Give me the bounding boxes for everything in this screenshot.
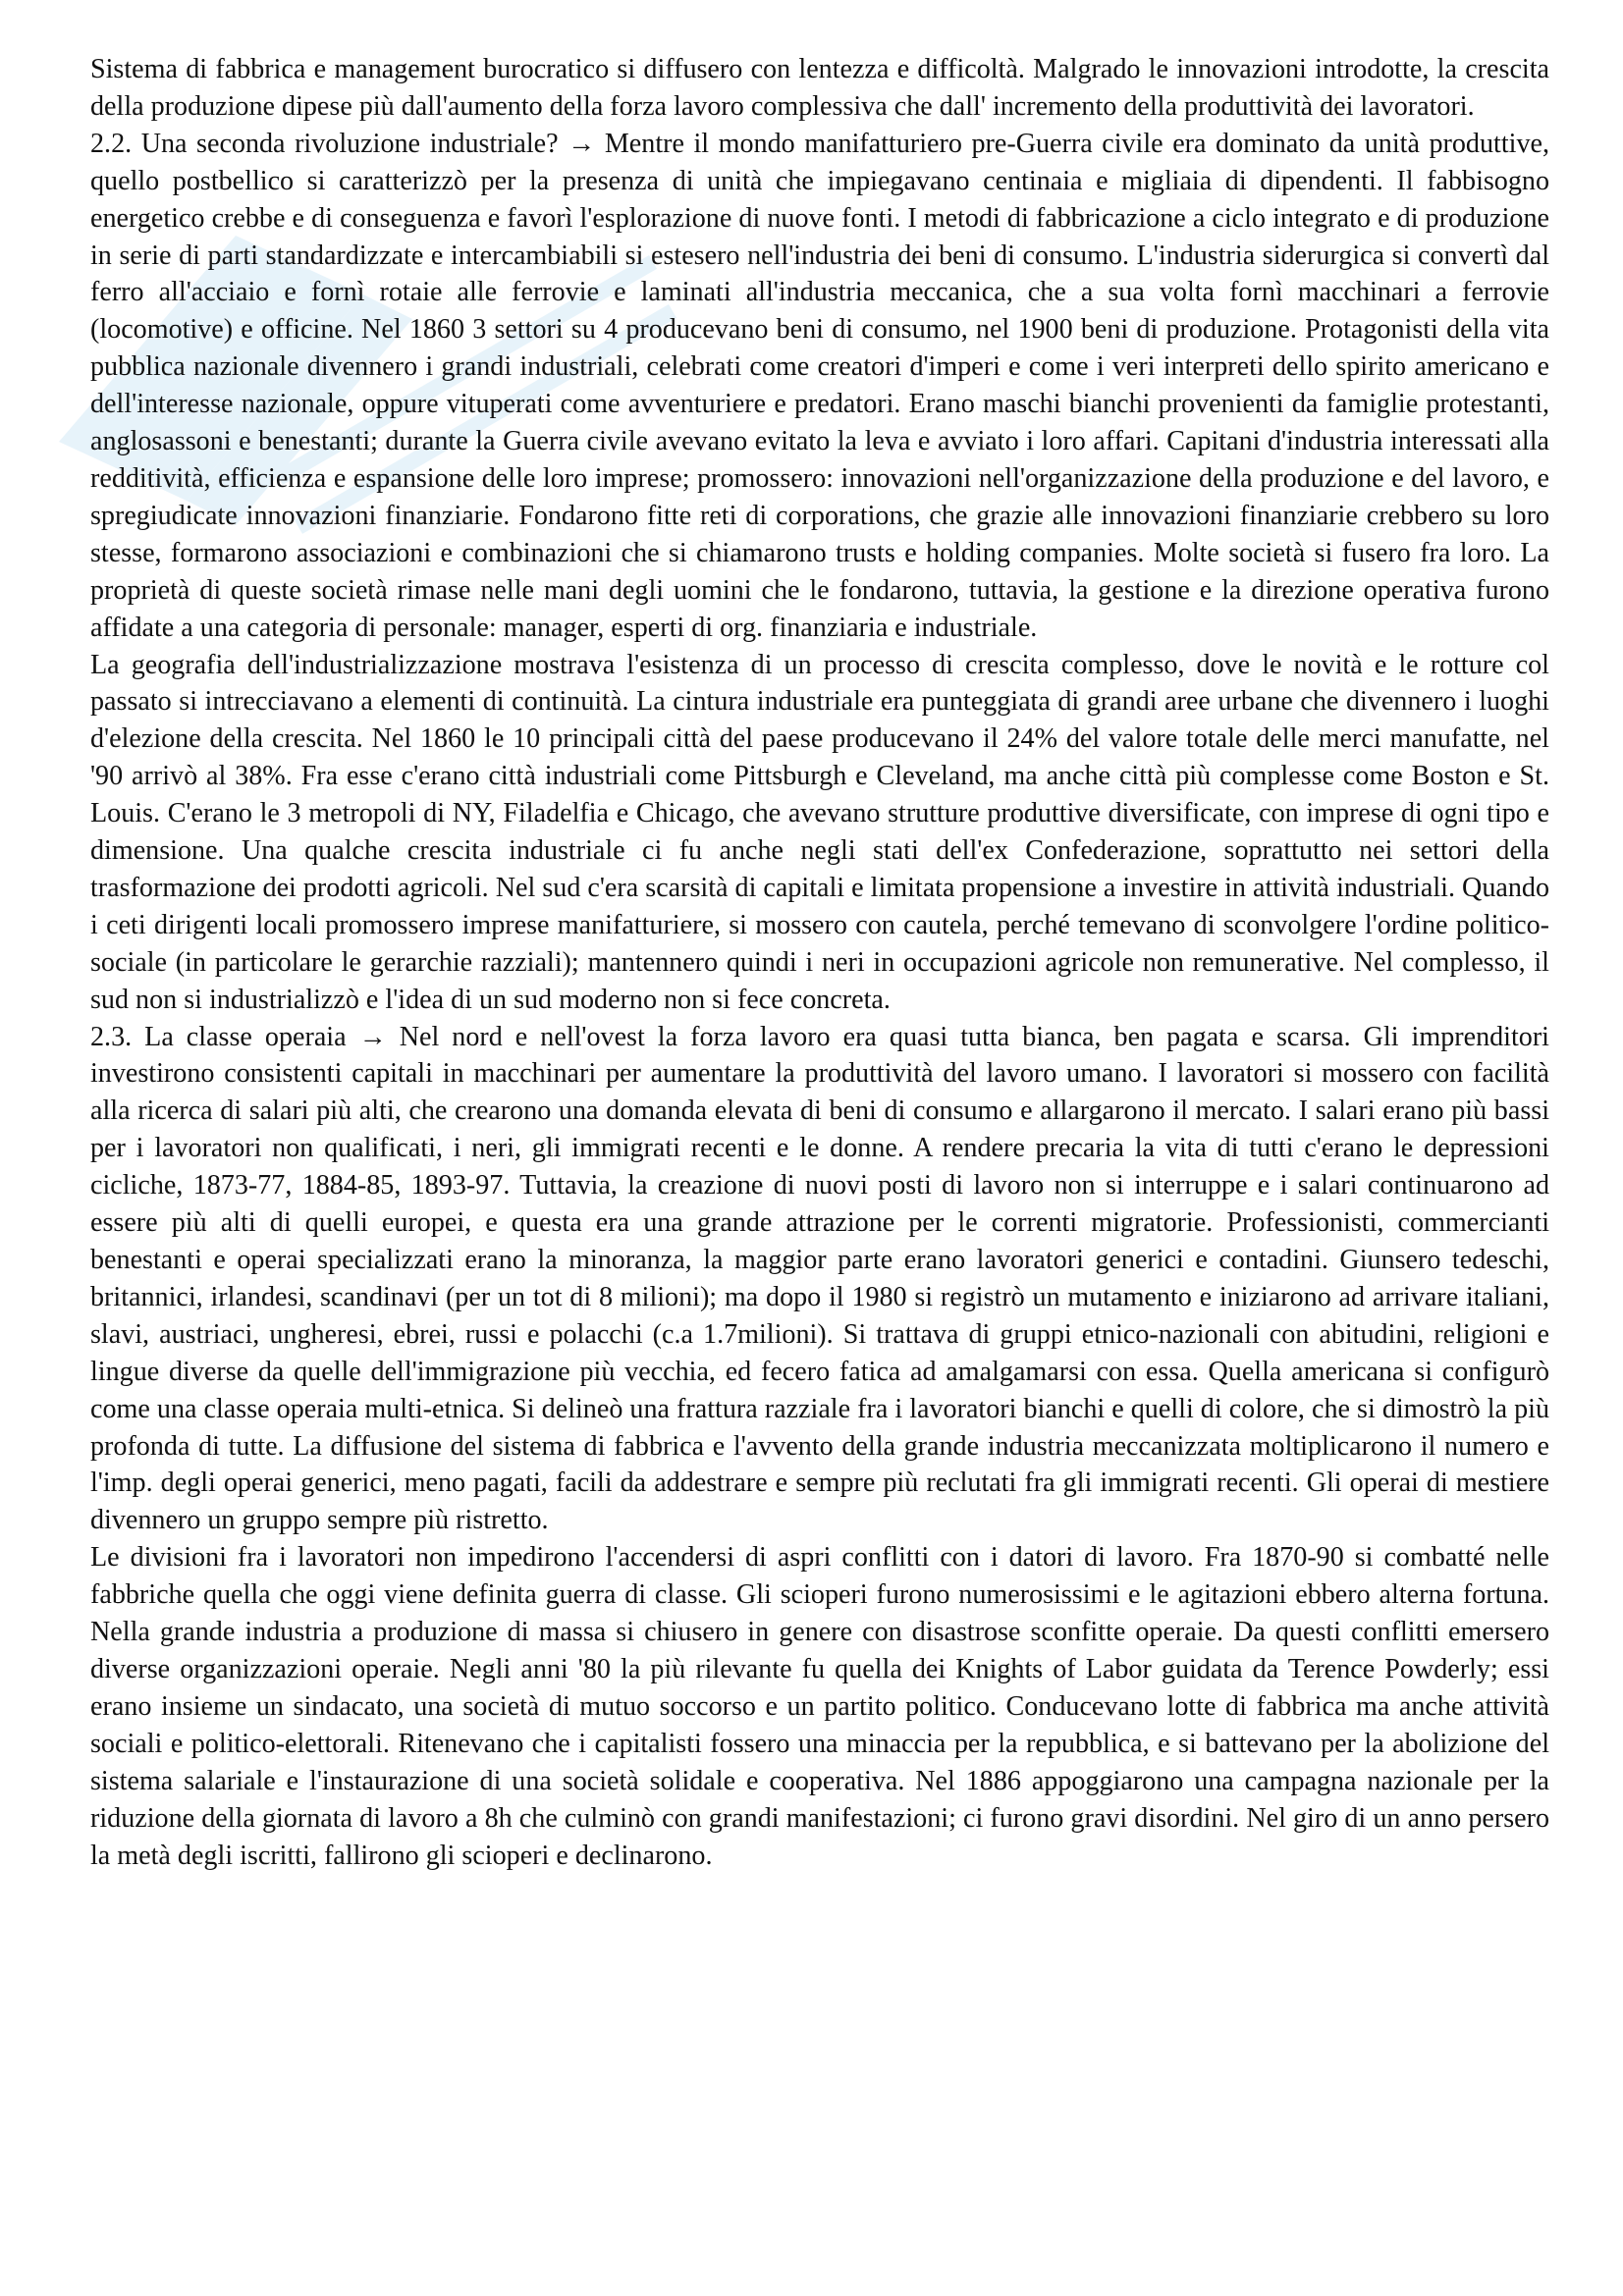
paragraph: La geografia dell'industrializzazione mostrava l'esistenza di un processo di crescita complesso, dove le novità e le rotture col passato si intrecciavano a elementi di continuità. La cintura industriale era punteggiata di grandi aree urbane che divennero i luoghi d'elezione della crescita. Nel 1860 le 10 principali città del paese producevano il 24% del valore totale delle merci manufatte, nel '90 arrivò al 38%. Fra esse c'erano città industriali come Pittsburgh e Cleveland, ma anche città più complesse come Boston e St. Louis. C'erano le 3 metropoli di NY, Filadelfia e Chicago, che avevano strutture produttive diversificate, con imprese di ogni tipo e dimensione. Una qualche crescita industriale ci fu anche negli stati dell'ex Confederazione, soprattutto nei settori della trasformazione dei prodotti agricoli. Nel sud c'era scarsità di capitali e limitata propensione a investire in attività industriali. Quando i ceti dirigenti locali promossero imprese manifatturiere, si mossero con cautela, perché temevano di sconvolgere l'ordine politico-sociale (in particolare le gerarchie razziali); mantennero quindi i neri in occupazioni agricole non remunerative. Nel complesso, il sud non si industrializzò e l'idea di un sud moderno non si fece concreta. (90, 649, 1549, 1015)
paragraph: 2.2. Una seconda rivoluzione industriale? → Mentre il mondo manifatturiero pre-Guerra civile era dominato da unità produttive, quello postbellico si caratterizzò per la presenza di unità che impiegavano centinaia e migliaia di dipendenti. Il fabbisogno energetico crebbe e di conseguenza e favorì l'esplorazione di nuove fonti. I metodi di fabbricazione a ciclo integrato e di produzione in serie di parti standardizzate e intercambiabili si estesero nell'industria dei beni di consumo. L'industria siderurgica si convertì dal ferro all'acciaio e fornì rotaie alle ferrovie e laminati all'industria meccanica, che a sua volta fornì macchinari a ferrovie (locomotive) e officine. Nel 1860 3 settori su 4 producevano beni di consumo, nel 1900 beni di produzione. Protagonisti della vita pubblica nazionale divennero i grandi industriali, celebrati come creatori d'imperi e come i veri interpreti dello spirito americano e dell'interesse nazionale, oppure vituperati come avventuriere e predatori. Erano maschi bianchi provenienti da famiglie protestanti, anglosassoni e benestanti; durante la Guerra civile avevano evitato la leva e avviato i loro affari. Capitani d'industria interessati alla redditività, efficienza e espansione delle loro imprese; promossero: innovazioni nell'organizzazione della produzione e del lavoro, e spregiudicate innovazioni finanziarie. Fondarono fitte reti di corporations, che grazie alle innovazioni finanziarie crebbero su loro stesse, formarono associazioni e combinazioni che si chiamarono trusts e holding companies. Molte società si fusero fra loro. La proprietà di queste società rimase nelle mani degli uomini che le fondarono, tuttavia, la gestione e la direzione operativa furono affidate a una categoria di personale: manager, esperti di org. finanziaria e industriale. (90, 128, 1549, 643)
paragraph: Le divisioni fra i lavoratori non impedirono l'accendersi di aspri conflitti con i datori di lavoro. Fra 1870-90 si combatté nelle fabbriche quella che oggi viene definita guerra di classe. Gli scioperi furono numerosissimi e le agitazioni ebbero alterna fortuna. Nella grande industria a produzione di massa si chiusero in genere con disastrose sconfitte operaie. Da questi conflitti emersero diverse organizzazioni operaie. Negli anni '80 la più rilevante fu quella dei Knights of Labor guidata da Terence Powderly; essi erano insieme un sindacato, una società di mutuo soccorso e un partito politico. Conducevano lotte di fabbrica ma anche attività sociali e politico-elettorali. Ritenevano che i capitalisti fossero una minaccia per la repubblica, e si battevano per la abolizione del sistema salariale e l'instaurazione di una società solidale e cooperativa. Nel 1886 appoggiarono una campagna nazionale per la riduzione della giornata di lavoro a 8h che culminò con grandi manifestazioni; ci furono gravi disordini. Nel giro di un anno persero la metà degli iscritti, fallirono gli scioperi e declinarono. (90, 1542, 1549, 1871)
document-body (90, 51, 1549, 1874)
paragraph: 2.3. La classe operaia → Nel nord e nell'ovest la forza lavoro era quasi tutta bianca, ben pagata e scarsa. Gli imprenditori investirono consistenti capitali in macchinari per aumentare la produttività del lavoro umano. I lavoratori si mossero con facilità alla ricerca di salari più alti, che crearono una domanda elevata di beni di consumo e allargarono il mercato. I salari erano più bassi per i lavoratori non qualificati, i neri, gli immigrati recenti e le donne. A rendere precaria la vita di tutti c'erano le depressioni cicliche, 1873-77, 1884-85, 1893-97. Tuttavia, la creazione di nuovi posti di lavoro non si interruppe e i salari continuarono ad essere più alti di quelli europei, e questa era una grande attrazione per le correnti migratorie. Professionisti, commercianti benestanti e operai specializzati erano la minoranza, la maggior parte erano lavoratori generici e contadini. Giunsero tedeschi, britannici, irlandesi, scandinavi (per un tot di 8 milioni); ma dopo il 1980 si registrò un mutamento e iniziarono ad arrivare italiani, slavi, austriaci, ungheresi, ebrei, russi e polacchi (c.a 1.7milioni). Si trattava di gruppi etnico-nazionali con abitudini, religioni e lingue diverse da quelle dell'immigrazione più vecchia, ed fecero fatica ad amalgamarsi con essa. Quella americana si configurò come una classe operaia multi-etnica. Si delineò una frattura razziale fra i lavoratori bianchi e quelli di colore, che si dimostrò la più profonda di tutte. La diffusione del sistema di fabbrica e l'avvento della grande industria meccanizzata moltiplicarono il numero e l'imp. degli operai generici, meno pagati, facili da addestrare e sempre più reclutati fra gli immigrati recenti. Gli operai di mestiere divennero un gruppo sempre più ristretto. (90, 1021, 1549, 1536)
paragraph: Sistema di fabbrica e management burocratico si diffusero con lentezza e difficoltà. Malgrado le innovazioni introdotte, la crescita della produzione dipese più dall'aumento della forza lavoro complessiva che dall' incremento della produttività dei lavoratori. (90, 54, 1549, 122)
